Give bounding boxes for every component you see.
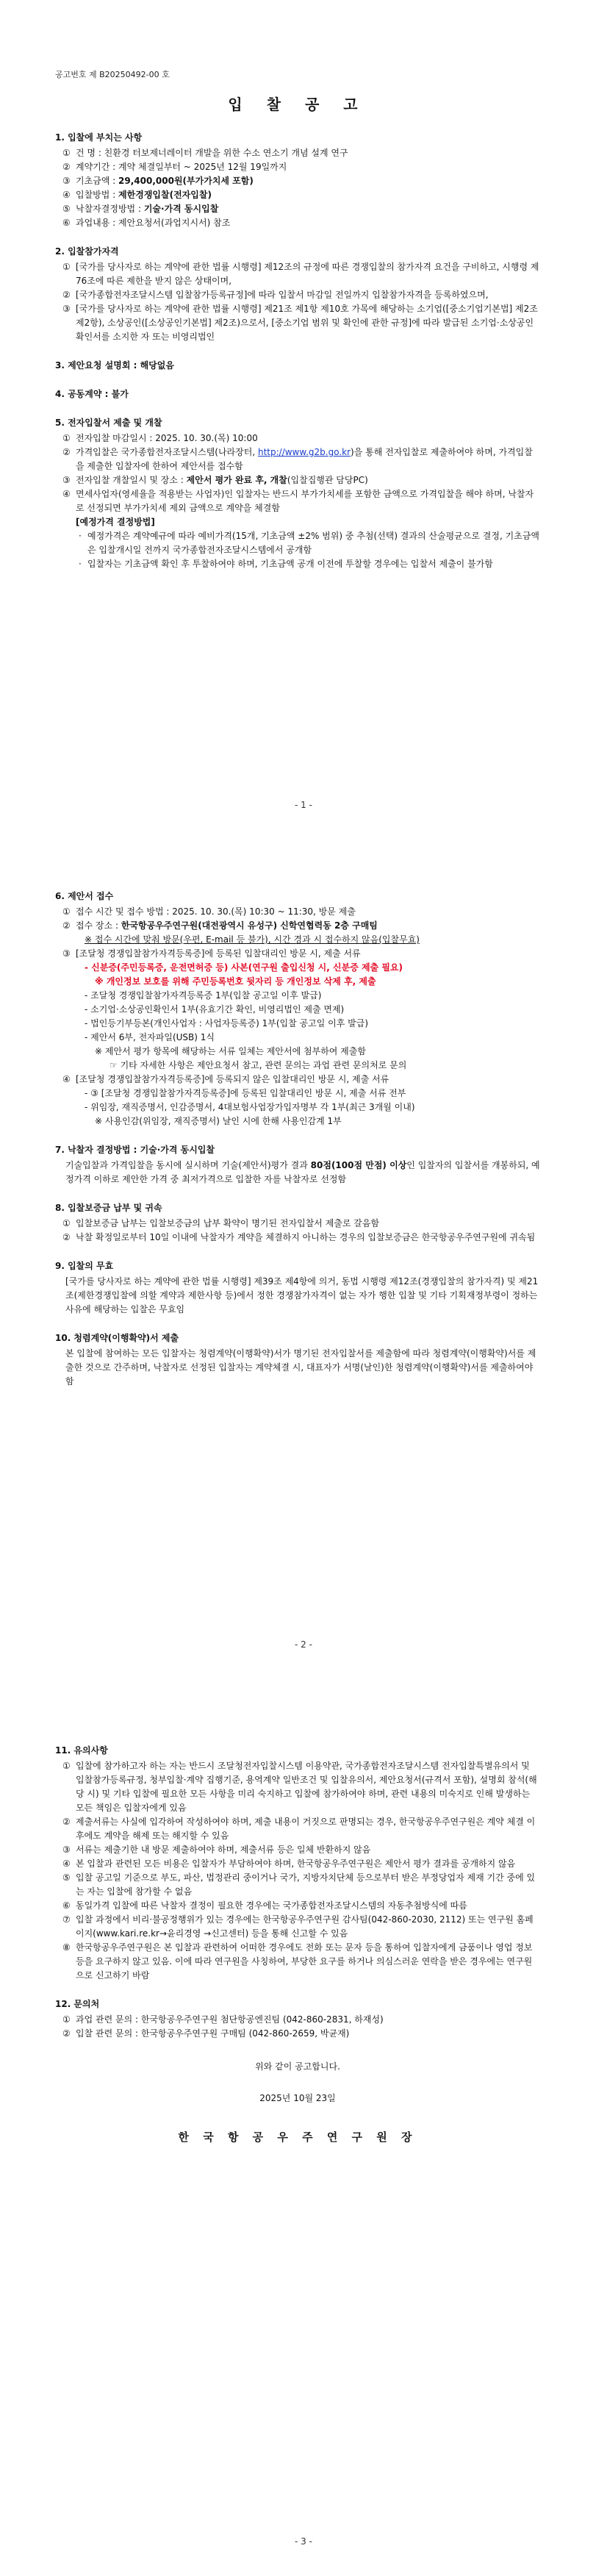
- s6-note-1: ※ 접수 시간에 맞춰 방문(우편, E-mail 등 불가), 시간 경과 시 접수하지 않음(입찰무효): [85, 934, 420, 945]
- s11-item-6: ⑥ 동일가격 입찰에 따른 낙찰자 결정이 필요한 경우에는 국가종합전자조달시스템의 자동추첨방식에 따름: [62, 1900, 467, 1911]
- s6-extra-2: - 위임장, 재직증명서, 인감증명서, 4대보험사업장가입자명부 각 1부(최근 3개월 이내): [85, 1102, 415, 1112]
- page-number-1: - 1 -: [295, 800, 312, 810]
- s6-doc-3: - 소기업·소상공인확인서 1부(유효기간 확인, 비영리법인 제출 면제): [85, 1004, 345, 1015]
- s1-item-1: ① 건 명 : 친환경 터보제너레이터 개발을 위한 수소 연소기 개념 설계 연구: [62, 148, 348, 158]
- page-number-2: - 2 -: [295, 1639, 312, 1650]
- s1-item-5: ⑤ 낙찰자결정방법 : 기술·가격 동시입찰: [62, 204, 219, 214]
- section-2-heading: 2. 입찰참가자격: [55, 246, 119, 257]
- s6-extra-3: ※ 사용인감(위임장, 재직증명서) 날인 시에 한해 사용인감계 1부: [95, 1116, 342, 1126]
- section-10-heading: 10. 청렴계약(이행확약)서 제출: [55, 1333, 179, 1343]
- s8-item-2: ② 낙찰 확정일로부터 10일 이내에 낙찰자가 계약을 체결하지 아니하는 경우의 입찰보증금은 한국항공우주연구원에 귀속됨: [62, 1232, 536, 1242]
- s6-doc-5-note-2: ☞ 기타 자세한 사항은 제안요청서 참고, 관련 문의는 과업 관련 문의처로 문의: [109, 1060, 407, 1070]
- s6-doc-1: - 신분증(주민등록증, 운전면허증 등) 사본(연구원 출입신청 시, 신분증 제출 필요): [85, 962, 403, 973]
- section-6-heading: 6. 제안서 접수: [55, 891, 114, 901]
- section-7-heading: 7. 낙찰자 결정방법 : 기술·가격 동시입찰: [55, 1145, 215, 1155]
- s9-body: [국가를 당사자로 하는 계약에 관한 법률 시행령] 제39조 제4항에 의거, 동법 시행령 제12조(경쟁입찰의 참가자격) 및 제21조(제한경쟁입찰에 의할 계약과 제한사항 등)에서 정한 경쟁참가자격이 없는 자가 행한 입찰 및 기타 기획재정부령이 정하는 사유에 해당하는 입찰은 무효임: [65, 1276, 539, 1314]
- s6-extra-1: - ③ [조달청 경쟁입찰참가자격등록증]에 등록된 입찰대리인 방문 시, 제출 서류 전부: [85, 1088, 406, 1098]
- s8-item-1: ① 입찰보증금 납부는 입찰보증금의 납부 확약이 명기된 전자입찰서 제출로 갈음함: [62, 1218, 380, 1228]
- s2-item-1: ① [국가를 당사자로 하는 계약에 관한 법률 시행령] 제12조의 규정에 따른 경쟁입찰의 참가자격 요건을 구비하고, 시행령 제76조에 따른 제한을 받지 않은 상태이며,: [62, 262, 539, 286]
- section-9-heading: 9. 입찰의 무효: [55, 1261, 114, 1271]
- section-12-heading: 12. 문의처: [55, 1999, 100, 2009]
- s11-item-8: ⑧ 한국항공우주연구원은 본 입찰과 관련하여 어떠한 경우에도 전화 또는 문자 등을 통하여 입찰자에게 금품이나 영업 정보 등을 요구하지 않고 있음. 이에 따라 연구원을 사칭하여, 부당한 요구를 하거나 의심스러운 연락을 받은 경우에는 연구원으로 신고하기 바람: [62, 1942, 533, 1981]
- notice-number: 공고번호 제 B20250492-00 호: [55, 70, 170, 79]
- page-2: [0, 831, 607, 1684]
- s11-item-5: ⑤ 입찰 공고일 기준으로 부도, 파산, 법정관리 중이거나 국가, 지방자치단체 등으로부터 받은 부정당업자 제재 기간 중에 있는 자는 입찰에 참가할 수 없음: [62, 1872, 536, 1897]
- section-11-heading: 11. 유의사항: [55, 1745, 108, 1756]
- s11-item-4: ④ 본 입찰과 관련된 모든 비용은 입찰자가 부담하여야 하며, 한국항공우주연구원은 제안서 평가 결과를 공개하지 않음: [62, 1858, 516, 1869]
- page-title: 입 찰 공 고: [228, 96, 367, 113]
- s1-item-3: ③ 기초금액 : 29,400,000원(부가가치세 포함): [62, 176, 254, 186]
- s5-item-1: ① 전자입찰 마감일시 : 2025. 10. 30.(목) 10:00: [62, 433, 258, 443]
- s6-doc-5-note-1: ※ 제안서 평가 항목에 해당하는 서류 일체는 제안서에 첨부하여 제출함: [95, 1046, 366, 1056]
- s1-item-6: ⑥ 과업내용 : 제안요청서(과업지시서) 참조: [62, 218, 231, 228]
- s11-item-1: ① 입찰에 참가하고자 하는 자는 반드시 조달청전자입찰시스템 이용약관, 국가종합전자조달시스템 전자입찰특별유의서 및 입찰참가등록규정, 청부입찰·계약 집행기준, 용역계약 일반조건 및 입찰유의서, 제안요청서(규격서 포함), 설명회 참석(해당 시) 및 기타 입찰에 필요한 모든 사항을 미리 숙지하고 입찰에 참가하여야 하며, 관련 내용의 미숙지로 인해 발생하는 모든 책임은 입찰자에게 있음: [62, 1761, 537, 1813]
- page-3: [0, 1684, 607, 2576]
- price-method-bullet-2: · 입찰자는 기초금액 확인 후 투찰하여야 하며, 기초금액 공개 이전에 투찰할 경우에는 입찰서 제출이 불가함: [79, 559, 493, 569]
- s6-item-4: ④ [조달청 경쟁입찰참가자격등록증]에 등록되지 않은 입찰대리인 방문 시, 제출 서류: [62, 1074, 389, 1084]
- s6-doc-1-note: ※ 개인정보 보호를 위해 주민등록번호 뒷자리 등 개인정보 삭제 후, 제출: [95, 976, 376, 987]
- s6-doc-4: - 법인등기부등본(개인사업자 : 사업자등록증) 1부(입찰 공고일 이후 발급): [85, 1018, 369, 1028]
- s7-body: 기술입찰과 가격입찰을 동시에 실시하며 기술(제안서)평가 결과 80점(100점 만점) 이상인 입찰자의 입찰서를 개봉하되, 예정가격 이하로 제안한 가격 중 최저가격으로 입찰한 자를 낙찰자로 선정함: [65, 1160, 540, 1184]
- s6-item-2: ② 접수 장소 : 한국항공우주연구원(대전광역시 유성구) 신학연협력동 2층 구매팀: [62, 920, 378, 931]
- s5-item-4: ④ 면세사업자(영세율을 적용받는 사업자)인 입찰자는 반드시 부가가치세를 포함한 금액으로 가격입찰을 해야 하며, 낙찰자로 선정되면 부가가치세 제외 금액으로 계약을 체결함: [62, 489, 534, 513]
- closing-statement: 위와 같이 공고합니다.: [255, 2061, 340, 2072]
- s5-item-2: ② 가격입찰은 국가종합전자조달시스템(나라장터, http://www.g2b.go.kr)을 통해 전자입찰로 제출하여야 하며, 가격입찰을 제출한 입찰자에 한하여 제안서를 접수함: [62, 447, 533, 471]
- s6-item-3: ③ [조달청 경쟁입찰참가자격등록증]에 등록된 입찰대리인 방문 시, 제출 서류: [62, 948, 361, 959]
- section-1-heading: 1. 입찰에 부치는 사항: [55, 132, 143, 143]
- s1-item-2: ② 계약기간 : 계약 체결일부터 ~ 2025년 12월 19일까지: [62, 162, 287, 172]
- s11-item-3: ③ 서류는 제출기한 내 방문 제출하여야 하며, 제출서류 등은 일체 반환하지 않음: [62, 1845, 371, 1855]
- issuer-signature: 한 국 항 공 우 주 연 구 원 장: [178, 2130, 417, 2144]
- s11-item-2: ② 제출서류는 사실에 입각하여 작성하여야 하며, 제출 내용이 거짓으로 판명되는 경우, 한국항공우주연구원은 계약 체결 이후에도 계약을 해제 또는 해지할 수 있음: [62, 1817, 536, 1841]
- section-3-heading: 3. 제안요청 설명회 : 해당없음: [55, 360, 174, 371]
- g2b-link[interactable]: http://www.g2b.go.kr: [257, 447, 351, 457]
- price-method-bullet-1: · 예정가격은 계약예규에 따라 예비가격(15개, 기초금액 ±2% 범위) 중 추첨(선택) 결과의 산술평균으로 결정, 기초금액은 입찰개시일 전까지 국가종합전자조달시스템에서 공개함: [79, 531, 539, 555]
- s10-body: 본 입찰에 참여하는 모든 입찰자는 청렴계약(이행확약)서가 명기된 전자입찰서를 제출함에 따라 청렴계약(이행확약)서를 제출한 것으로 간주하며, 낙찰자로 선정된 입찰자는 계약체결 시, 대표자가 서명(날인)한 청렴계약(이행확약)서를 제출하여야 함: [65, 1348, 536, 1387]
- s2-item-2: ② [국가종합전자조달시스템 입찰참가등록규정]에 따라 입찰서 마감일 전일까지 입찰참가자격을 등록하였으며,: [62, 290, 489, 300]
- s12-item-2: ② 입찰 관련 문의 : 한국항공우주연구원 구매팀 (042-860-2659, 박균재): [62, 2028, 350, 2039]
- section-4-heading: 4. 공동계약 : 불가: [55, 389, 129, 399]
- page-number-3: - 3 -: [295, 2536, 312, 2547]
- s6-doc-5: - 제안서 6부, 전자파일(USB) 1식: [85, 1032, 215, 1042]
- section-5-heading: 5. 전자입찰서 제출 및 개찰: [55, 418, 162, 428]
- s6-item-1: ① 접수 시간 및 접수 방법 : 2025. 10. 30.(목) 10:30 ~ 11:30, 방문 제출: [62, 906, 356, 917]
- s11-item-7: ⑦ 입찰 과정에서 비리·불공정행위가 있는 경우에는 한국항공우주연구원 감사팀(042-860-2030, 2112) 또는 연구원 홈페이지(www.kari.re.kr→윤리경영 →신고센터) 등을 통해 신고할 수 있음: [62, 1914, 534, 1939]
- s12-item-1: ① 과업 관련 문의 : 한국항공우주연구원 첨단항공엔진팀 (042-860-2831, 하재성): [62, 2014, 384, 2025]
- section-1-list: [55, 146, 540, 230]
- page-1: [0, 0, 607, 831]
- price-method-heading: [예정가격 결정방법]: [76, 517, 155, 527]
- s1-item-4: ④ 입찰방법 : 제한경쟁입찰(전자입찰): [62, 190, 212, 200]
- section-8-heading: 8. 입찰보증금 납부 및 귀속: [55, 1203, 162, 1213]
- s5-item-3: ③ 전자입찰 개찰일시 및 장소 : 제안서 평가 완료 후, 개찰(입찰집행관 담당PC): [62, 475, 368, 485]
- notice-date: 2025년 10월 23일: [259, 2093, 336, 2103]
- s6-doc-2: - 조달청 경쟁입찰참가자격등록증 1부(입찰 공고일 이후 발급): [85, 990, 322, 1001]
- s2-item-3: ③ [국가를 당사자로 하는 계약에 관한 법률 시행령] 제21조 제1항 제10호 가목에 해당하는 소기업([중소기업기본법] 제2조 제2항), 소상공인([소상공인기본법] 제2조)으로서, [중소기업 범위 및 확인에 관한 규정]에 따라 발급된 소기업·소상공인확인서를 소지한 자 또는 비영리법인: [62, 304, 538, 342]
